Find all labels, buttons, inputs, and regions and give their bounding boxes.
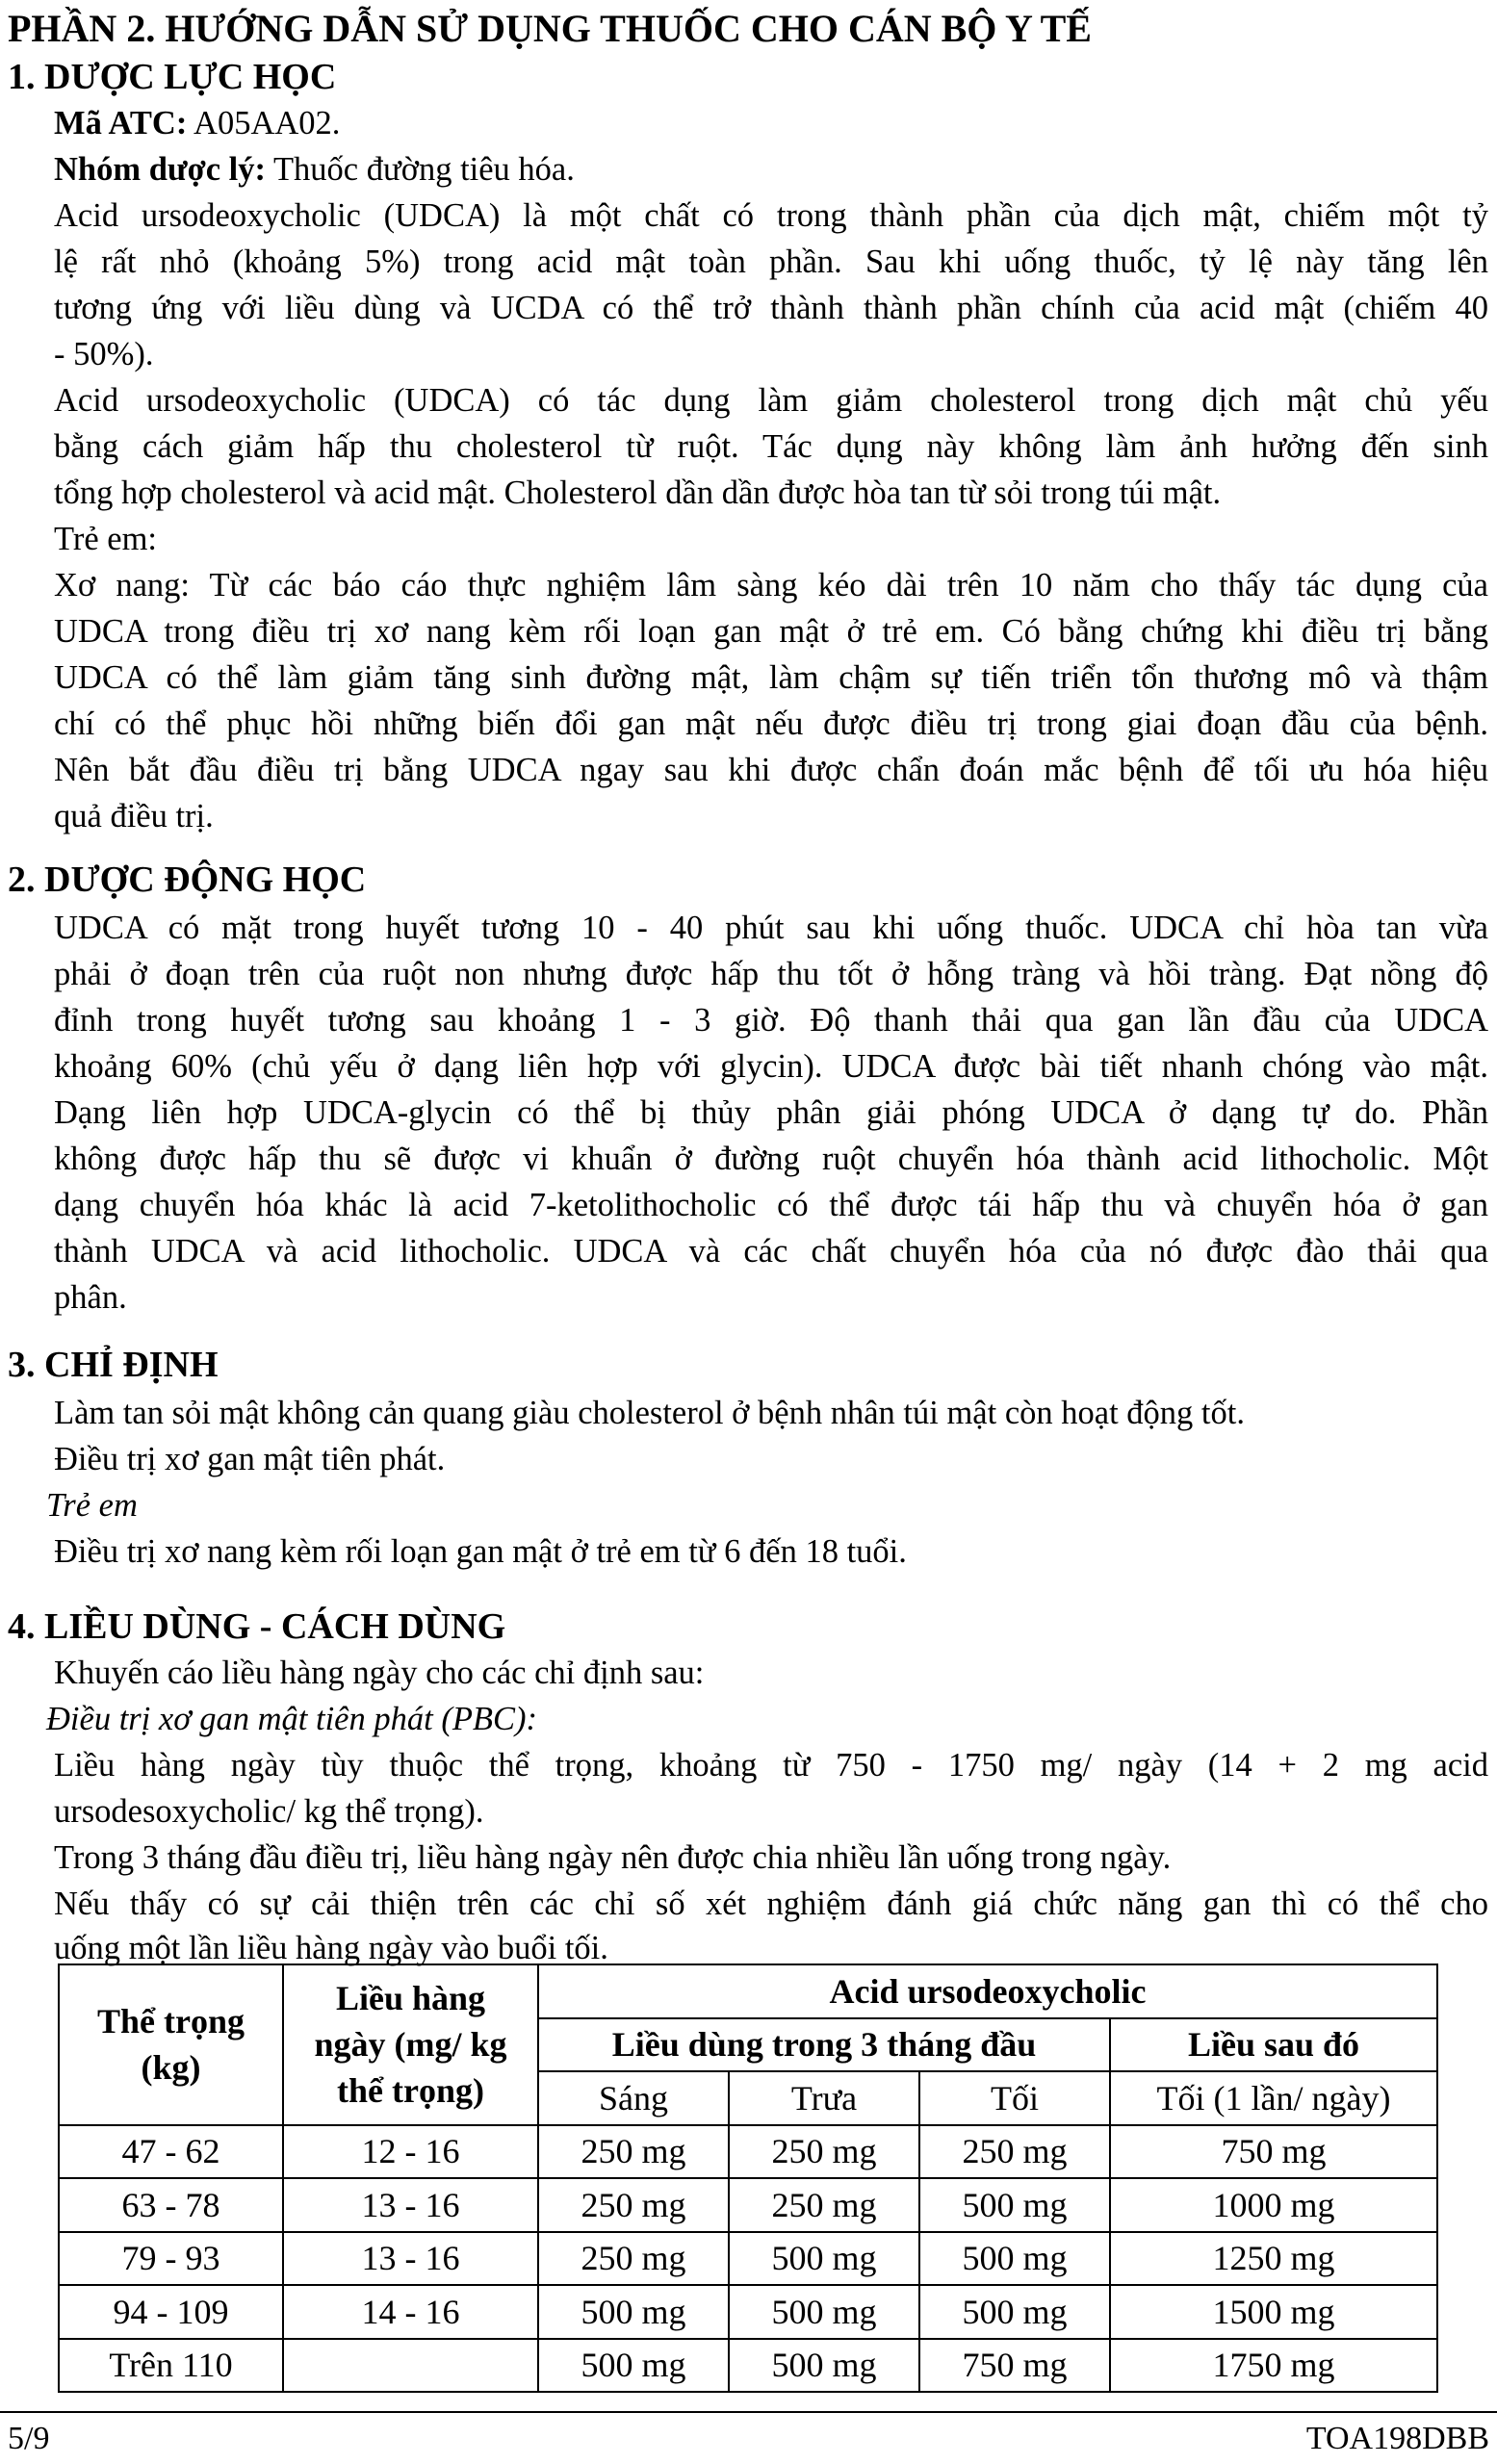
cell: 1500 mg (1110, 2285, 1437, 2339)
cell: 13 - 16 (283, 2232, 538, 2286)
document-code: TOA198DBB (1305, 2421, 1489, 2456)
group-label: Nhóm dược lý: (54, 151, 266, 188)
header-after: Liều sau đó (1110, 2018, 1437, 2072)
text-line: ursodesoxycholic/ kg thể trọng). (54, 1793, 484, 1830)
cell: 1000 mg (1110, 2178, 1437, 2232)
cell: 500 mg (919, 2232, 1110, 2286)
cell: 250 mg (729, 2125, 919, 2179)
header-noon: Trưa (729, 2071, 919, 2125)
text-line: UDCA có thể làm giảm tăng sinh đường mật, làm chậm sự tiến triển tổn thương mô và thậm (54, 659, 1488, 696)
text-line: lệ rất nhỏ (khoảng 5%) trong acid mật toàn phần. Sau khi uống thuốc, tỷ lệ này tăng lên (54, 244, 1488, 280)
header-first-3-months: Liều dùng trong 3 tháng đầu (538, 2018, 1110, 2072)
text-line: Nếu thấy có sự cải thiện trên các chỉ số xét nghiệm đánh giá chức năng gan thì có thể cho (54, 1886, 1488, 1922)
cell: 13 - 16 (283, 2178, 538, 2232)
text-line: chí có thể phục hồi những biến đổi gan mật nếu được điều trị trong giai đoạn đầu của bệnh. (54, 706, 1488, 742)
children-label: Trẻ em: (54, 521, 158, 557)
text-line: Trong 3 tháng đầu điều trị, liều hàng ngày nên được chia nhiều lần uống trong ngày. (54, 1839, 1172, 1876)
atc-label: Mã ATC: (54, 105, 188, 141)
cell: 250 mg (538, 2125, 729, 2179)
table-row (59, 2232, 1437, 2286)
cell: 12 - 16 (283, 2125, 538, 2179)
text-line: Làm tan sỏi mật không cản quang giàu cholesterol ở bệnh nhân túi mật còn hoạt động tốt. (54, 1395, 1245, 1431)
atc-line (54, 100, 340, 146)
text-line: tương ứng với liều dùng và UCDA có thể trở thành thành phần chính của acid mật (chiếm 40 (54, 290, 1488, 326)
cell: 250 mg (538, 2178, 729, 2232)
table-row (59, 2339, 1437, 2393)
text-line: thành UDCA và acid lithocholic. UDCA và các chất chuyển hóa của nó được đào thải qua (54, 1233, 1488, 1270)
section-2-heading: 2. DƯỢC ĐỘNG HỌC (8, 860, 367, 900)
cell: 250 mg (538, 2232, 729, 2286)
header-evening-once: Tối (1 lần/ ngày) (1110, 2071, 1437, 2125)
dosage-table (58, 1964, 1438, 2393)
cell: 79 - 93 (59, 2232, 283, 2286)
text-line: Nên bắt đầu điều trị bằng UDCA ngay sau khi được chẩn đoán mắc bệnh để tối ưu hóa hiệu (54, 752, 1488, 788)
table-row (59, 2285, 1437, 2339)
footer-divider (0, 2411, 1497, 2413)
cell: 94 - 109 (59, 2285, 283, 2339)
cell: 750 mg (919, 2339, 1110, 2393)
text-line: tổng hợp cholesterol và acid mật. Cholesterol dần dần được hòa tan từ sỏi trong túi mật. (54, 475, 1222, 511)
text-line: đỉnh trong huyết tương sau khoảng 1 - 3 giờ. Độ thanh thải qua gan lần đầu của UDCA (54, 1002, 1488, 1039)
group-value: Thuốc đường tiêu hóa. (265, 151, 575, 188)
header-morning: Sáng (538, 2071, 729, 2125)
pbc-subheading: Điều trị xơ gan mật tiên phát (PBC): (46, 1701, 537, 1737)
text-line: UDCA có mặt trong huyết tương 10 - 40 phút sau khi uống thuốc. UDCA chỉ hòa tan vừa (54, 910, 1488, 946)
text-line: Điều trị xơ nang kèm rối loạn gan mật ở trẻ em từ 6 đến 18 tuổi. (54, 1533, 907, 1570)
cell: 1750 mg (1110, 2339, 1437, 2393)
table-row (59, 2125, 1437, 2179)
text-line: phân. (54, 1279, 127, 1316)
header-acid: Acid ursodeoxycholic (538, 1964, 1437, 2018)
text-line: Acid ursodeoxycholic (UDCA) là một chất có trong thành phần của dịch mật, chiếm một tỷ (54, 197, 1488, 234)
cell: 500 mg (538, 2339, 729, 2393)
cell: 63 - 78 (59, 2178, 283, 2232)
cell: 500 mg (729, 2232, 919, 2286)
text-line: Xơ nang: Từ các báo cáo thực nghiệm lâm sàng kéo dài trên 10 năm cho thấy tác dụng của (54, 567, 1488, 603)
section-1-heading: 1. DƯỢC LỰC HỌC (8, 57, 337, 97)
atc-value: A05AA02. (187, 105, 341, 141)
section-3-heading: 3. CHỈ ĐỊNH (8, 1345, 219, 1385)
text-line: dạng chuyển hóa khác là acid 7-ketolithocholic có thể được tái hấp thu và chuyển hóa ở gan (54, 1187, 1488, 1223)
header-daily-dose: Liều hàng ngày (mg/ kg thể trọng) (283, 1964, 538, 2125)
text-line: khoảng 60% (chủ yếu ở dạng liên hợp với glycin). UDCA được bài tiết nhanh chóng vào mật. (54, 1048, 1488, 1085)
cell: 500 mg (919, 2178, 1110, 2232)
header-weight: Thể trọng (kg) (59, 1964, 283, 2125)
text-line: Điều trị xơ gan mật tiên phát. (54, 1441, 446, 1477)
cell: 1250 mg (1110, 2232, 1437, 2286)
text-line: uống một lần liều hàng ngày vào buổi tối. (54, 1930, 608, 1966)
text-line: Dạng liên hợp UDCA-glycin có thể bị thủy phân giải phóng UDCA ở dạng tự do. Phần (54, 1094, 1488, 1131)
cell: 750 mg (1110, 2125, 1437, 2179)
section-4-heading: 4. LIỀU DÙNG - CÁCH DÙNG (8, 1606, 506, 1647)
children-label: Trẻ em (46, 1487, 138, 1524)
cell (283, 2339, 538, 2393)
table-row (59, 2178, 1437, 2232)
text-line: phải ở đoạn trên của ruột non nhưng được hấp thu tốt ở hỗng tràng và hồi tràng. Đạt nồng độ (54, 956, 1488, 992)
header-evening: Tối (919, 2071, 1110, 2125)
cell: 500 mg (729, 2339, 919, 2393)
cell: 500 mg (538, 2285, 729, 2339)
text-line: Acid ursodeoxycholic (UDCA) có tác dụng làm giảm cholesterol trong dịch mật chủ yếu (54, 382, 1488, 419)
text-line: bằng cách giảm hấp thu cholesterol từ ruột. Tác dụng này không làm ảnh hưởng đến sinh (54, 428, 1488, 465)
cell: 250 mg (919, 2125, 1110, 2179)
text-line: Khuyến cáo liều hàng ngày cho các chỉ định sau: (54, 1655, 705, 1691)
group-line (54, 146, 575, 192)
text-line: quả điều trị. (54, 798, 214, 834)
text-line: UDCA trong điều trị xơ nang kèm rối loạn gan mật ở trẻ em. Có bằng chứng khi điều trị bằng (54, 613, 1488, 650)
text-line: - 50%). (54, 336, 154, 372)
cell: 500 mg (729, 2285, 919, 2339)
cell: 250 mg (729, 2178, 919, 2232)
text-line: Liều hàng ngày tùy thuộc thể trọng, khoảng từ 750 - 1750 mg/ ngày (14 + 2 mg acid (54, 1747, 1488, 1784)
cell: 500 mg (919, 2285, 1110, 2339)
cell: 47 - 62 (59, 2125, 283, 2179)
page-number: 5/9 (8, 2421, 50, 2456)
cell: Trên 110 (59, 2339, 283, 2393)
cell: 14 - 16 (283, 2285, 538, 2339)
text-line: không được hấp thu sẽ được vi khuẩn ở đường ruột chuyển hóa thành acid lithocholic. Một (54, 1141, 1488, 1177)
part-title: PHẦN 2. HƯỚNG DẪN SỬ DỤNG THUỐC CHO CÁN BỘ Y TẾ (8, 7, 1092, 50)
